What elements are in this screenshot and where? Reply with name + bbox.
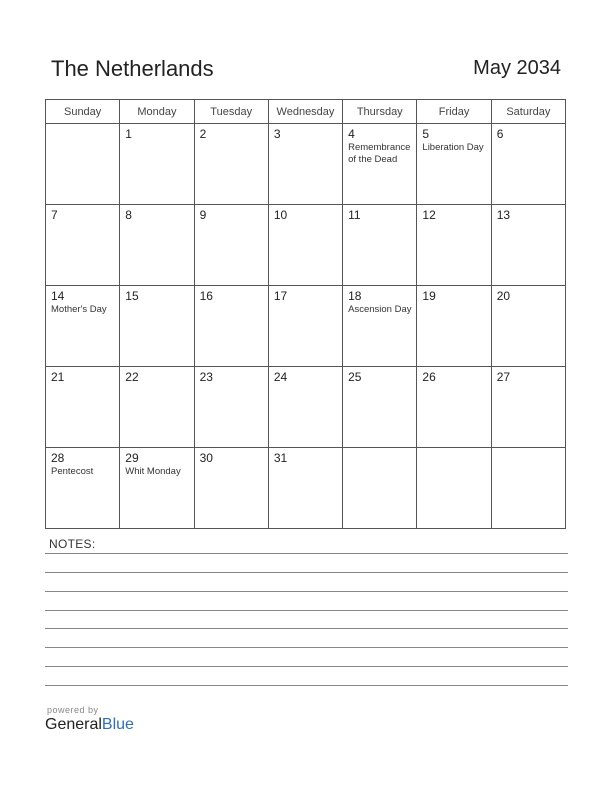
day-cell bbox=[491, 124, 565, 205]
brand-name bbox=[45, 716, 134, 734]
day-number: 22 bbox=[125, 370, 139, 384]
day-cell bbox=[46, 367, 120, 448]
day-cell bbox=[268, 286, 342, 367]
day-cell bbox=[343, 448, 417, 529]
brand-name-blue: Blue bbox=[101, 716, 134, 733]
day-number: 23 bbox=[199, 370, 213, 384]
day-cell bbox=[491, 205, 565, 286]
day-cell bbox=[46, 448, 120, 529]
day-cell bbox=[417, 205, 491, 286]
notes-line bbox=[45, 572, 568, 573]
day-number: 13 bbox=[496, 208, 511, 222]
day-cell bbox=[268, 448, 342, 529]
day-cell bbox=[491, 448, 565, 529]
day-number: 27 bbox=[496, 370, 511, 384]
weekday-thursday: Thursday bbox=[343, 100, 417, 124]
day-number: 12 bbox=[422, 208, 436, 222]
weekday-tuesday: Tuesday bbox=[194, 100, 268, 124]
weekday-wednesday: Wednesday bbox=[268, 100, 342, 124]
day-cell bbox=[343, 367, 417, 448]
day-cell bbox=[194, 205, 268, 286]
day-number: 3 bbox=[273, 127, 281, 141]
week-row bbox=[46, 367, 566, 448]
day-number: 28 bbox=[51, 451, 65, 465]
day-cell bbox=[343, 286, 417, 367]
day-cell bbox=[268, 124, 342, 205]
day-cell bbox=[491, 286, 565, 367]
calendar-month-title: May 2034 bbox=[473, 57, 561, 79]
day-cell bbox=[343, 124, 417, 205]
week-row bbox=[46, 124, 566, 205]
weekday-monday: Monday bbox=[120, 100, 194, 124]
day-number: 11 bbox=[348, 208, 361, 222]
day-cell bbox=[417, 367, 491, 448]
notes-line bbox=[45, 610, 568, 611]
holiday-label: Remembrance of the Dead bbox=[348, 142, 411, 165]
day-cell bbox=[120, 286, 194, 367]
holiday-label: Whit Monday bbox=[125, 466, 181, 477]
day-number: 5 bbox=[422, 127, 430, 141]
day-number: 2 bbox=[199, 127, 207, 141]
weekday-saturday: Saturday bbox=[491, 100, 565, 124]
weekday-friday: Friday bbox=[417, 100, 491, 124]
day-number: 21 bbox=[51, 370, 65, 384]
day-number: 29 bbox=[125, 451, 139, 465]
day-cell bbox=[417, 448, 491, 529]
powered-by-text: powered by bbox=[47, 705, 99, 715]
day-cell bbox=[268, 367, 342, 448]
day-number: 7 bbox=[51, 208, 58, 222]
day-cell bbox=[120, 367, 194, 448]
calendar-country-title: The Netherlands bbox=[51, 56, 214, 81]
notes-line bbox=[45, 591, 568, 592]
day-cell bbox=[194, 367, 268, 448]
notes-line bbox=[45, 553, 568, 554]
day-number: 10 bbox=[273, 208, 288, 222]
notes-line bbox=[45, 666, 568, 667]
day-number: 19 bbox=[422, 289, 436, 303]
weekday-sunday: Sunday bbox=[46, 100, 120, 124]
day-number: 17 bbox=[273, 289, 288, 303]
holiday-label: Mother's Day bbox=[51, 304, 107, 315]
day-cell bbox=[120, 448, 194, 529]
holiday-label: Pentecost bbox=[51, 466, 94, 477]
day-number: 15 bbox=[125, 289, 139, 303]
day-number: 8 bbox=[125, 208, 132, 222]
notes-line bbox=[45, 647, 568, 648]
day-number: 30 bbox=[199, 451, 213, 465]
day-cell bbox=[417, 286, 491, 367]
brand-name-general: General bbox=[45, 716, 102, 733]
notes-line bbox=[45, 628, 568, 629]
week-row bbox=[46, 448, 566, 529]
holiday-label: Ascension Day bbox=[348, 304, 412, 315]
notes-line bbox=[45, 685, 568, 686]
day-cell bbox=[46, 124, 120, 205]
day-number: 9 bbox=[199, 208, 207, 222]
day-cell bbox=[343, 205, 417, 286]
day-cell bbox=[120, 124, 194, 205]
weekday-header-row bbox=[46, 100, 566, 124]
day-cell bbox=[46, 286, 120, 367]
day-number: 4 bbox=[348, 127, 355, 141]
day-cell bbox=[491, 367, 565, 448]
week-row bbox=[46, 286, 566, 367]
day-cell bbox=[194, 124, 268, 205]
week-row bbox=[46, 205, 566, 286]
day-cell bbox=[194, 286, 268, 367]
day-number: 14 bbox=[51, 289, 65, 303]
day-number: 16 bbox=[199, 289, 213, 303]
day-cell bbox=[194, 448, 268, 529]
day-cell bbox=[46, 205, 120, 286]
calendar-grid bbox=[45, 99, 566, 529]
holiday-label: Liberation Day bbox=[422, 142, 484, 153]
day-cell bbox=[417, 124, 491, 205]
day-cell bbox=[268, 205, 342, 286]
brand-logo bbox=[45, 705, 134, 734]
day-number: 26 bbox=[422, 370, 436, 384]
day-number: 24 bbox=[273, 370, 288, 384]
day-cell bbox=[120, 205, 194, 286]
day-number: 20 bbox=[496, 289, 511, 303]
day-number: 1 bbox=[125, 127, 132, 141]
notes-label: NOTES: bbox=[49, 537, 96, 551]
day-number: 25 bbox=[348, 370, 362, 384]
day-number: 18 bbox=[348, 289, 362, 303]
day-number: 6 bbox=[496, 127, 504, 141]
day-number: 31 bbox=[273, 451, 288, 465]
